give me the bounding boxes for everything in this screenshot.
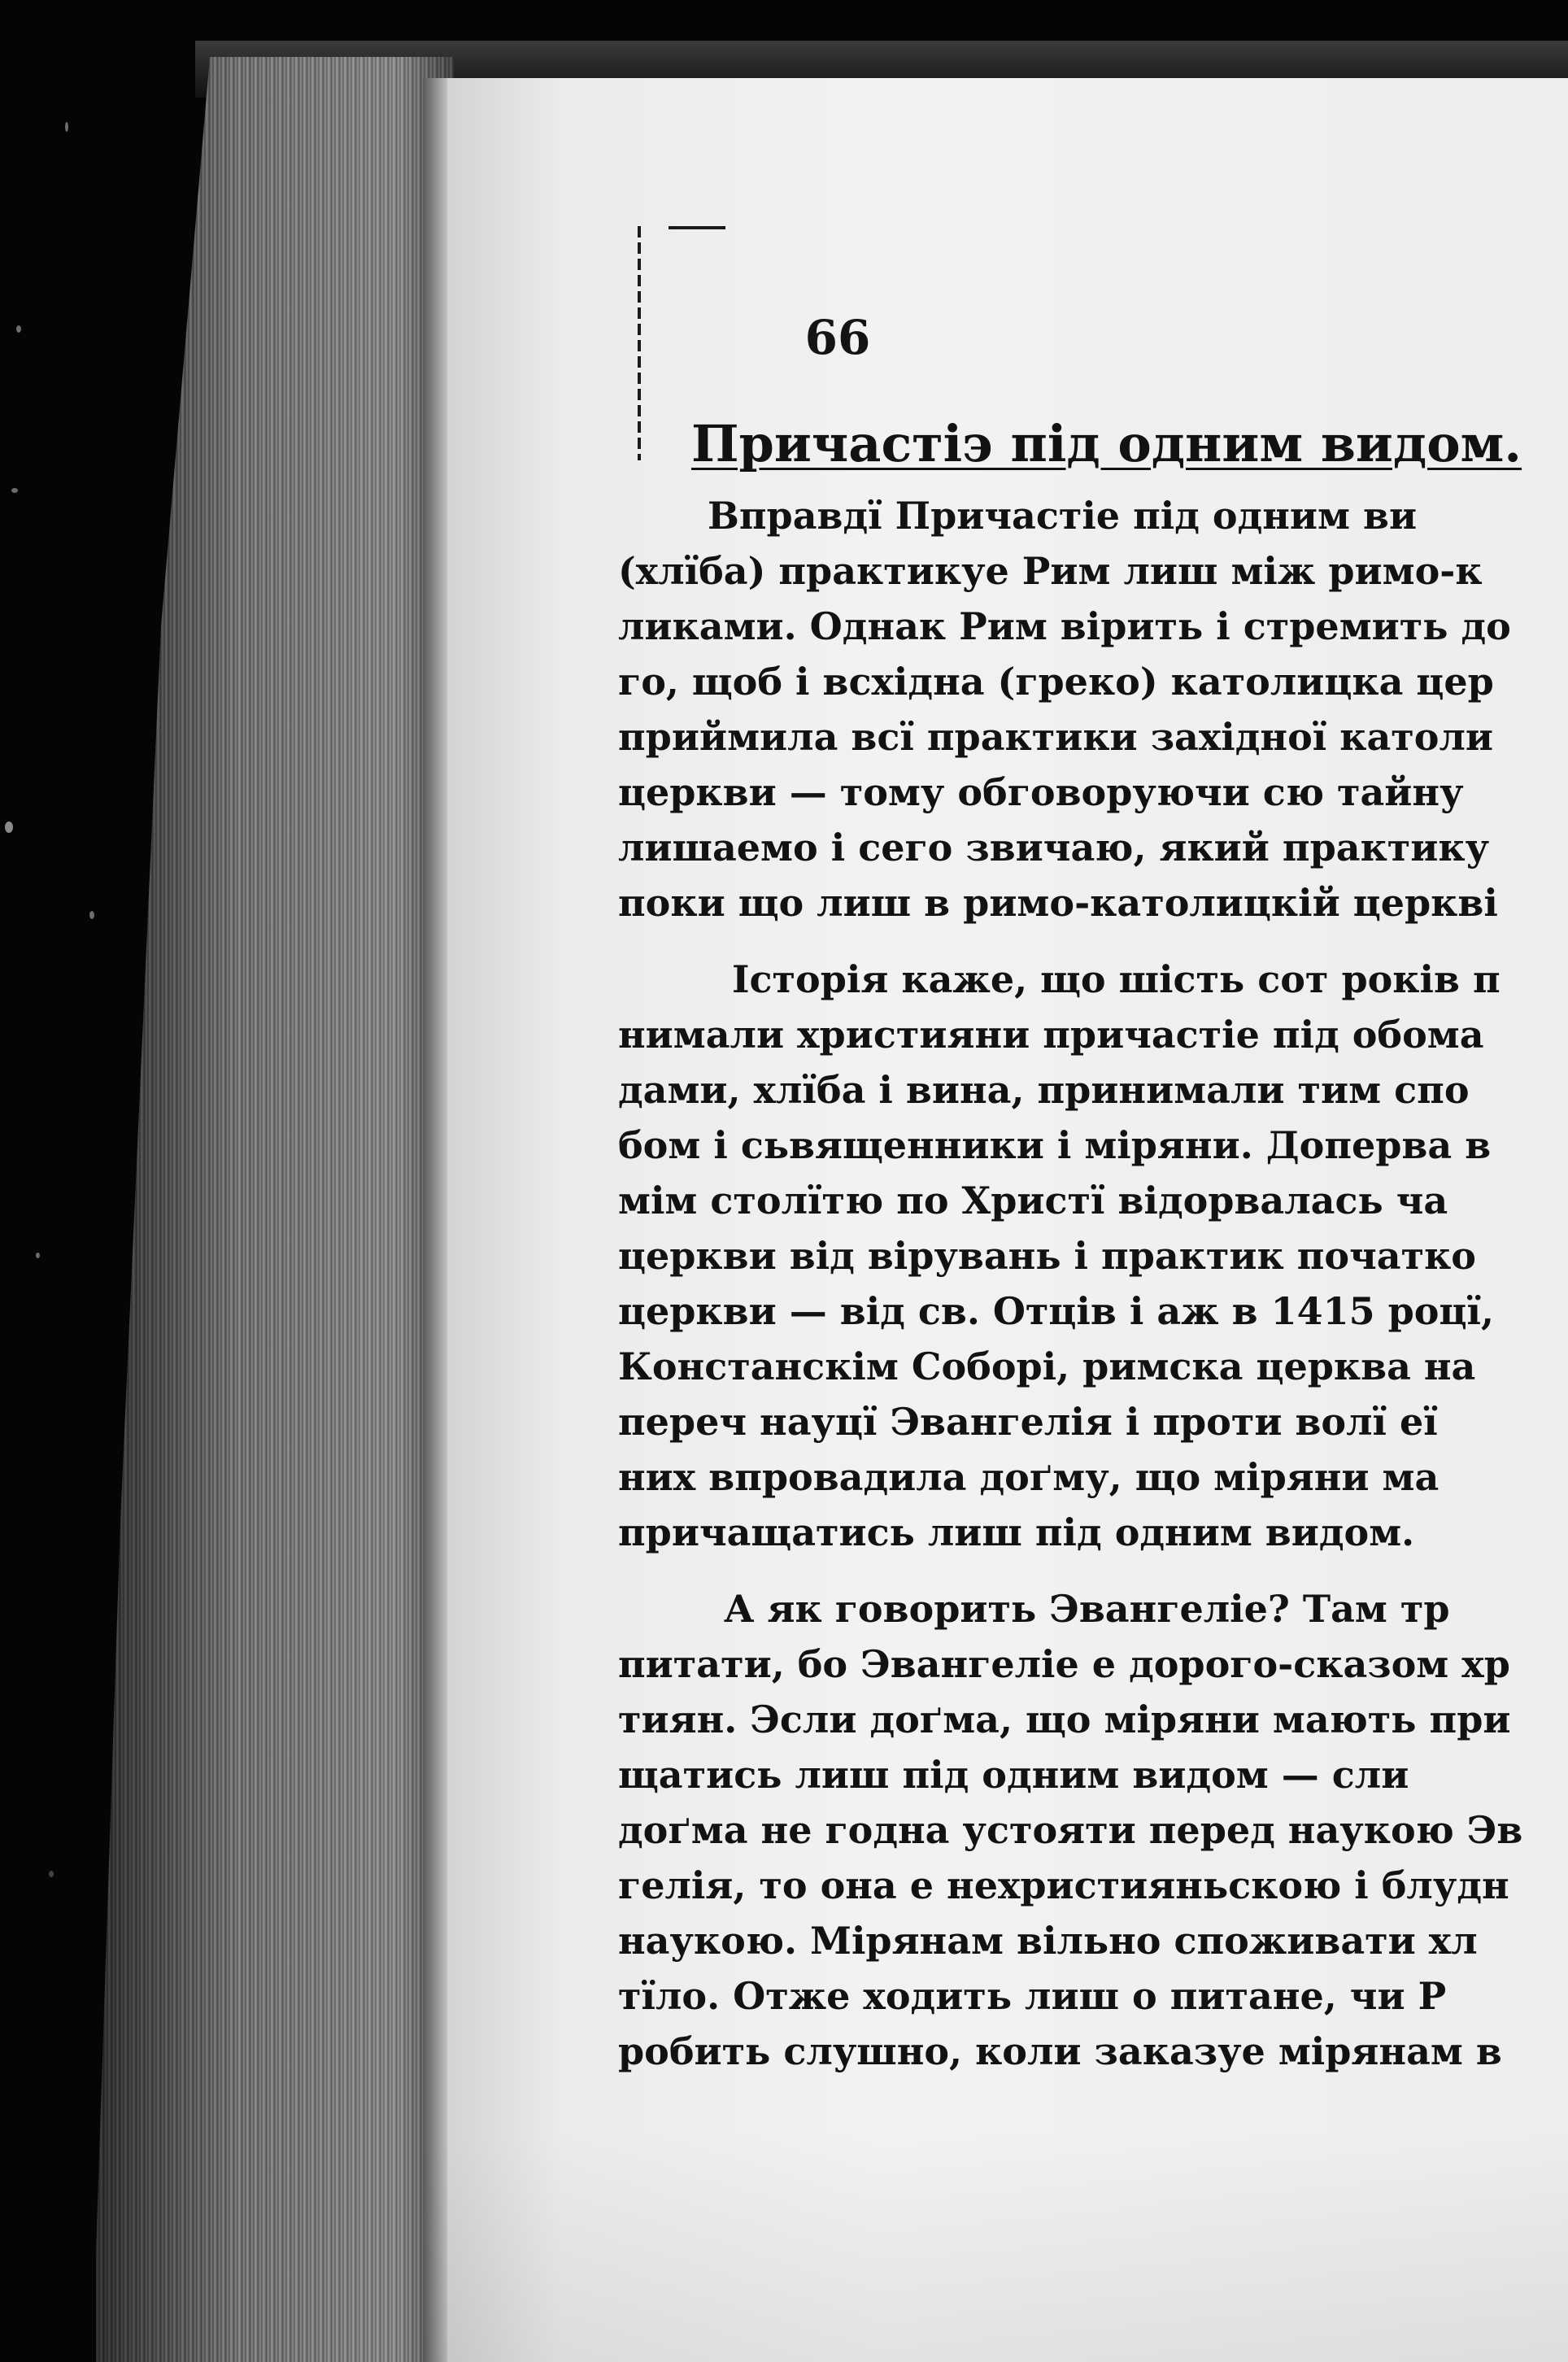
dust-speck	[65, 122, 68, 132]
paragraph	[618, 488, 1568, 930]
dust-speck	[36, 1253, 40, 1258]
text-line: тїло. Отже ходить лиш о питане, чи Р	[618, 1974, 1447, 2018]
text-line: бом і сьвященники і міряни. Доперва в	[618, 1123, 1492, 1167]
dust-speck	[89, 911, 94, 919]
dust-speck	[5, 821, 13, 833]
text-line: ликами. Однак Рим вірить і стремить до	[618, 604, 1511, 648]
dust-speck	[49, 1871, 54, 1877]
text-line: питати, бо Эвангеліе е дорого-сказом хр	[618, 1642, 1510, 1686]
text-line: лишаемо і сего звичаю, який практику	[618, 826, 1490, 869]
text-line: гелія, то она е нехристияньскою і блудн	[618, 1863, 1509, 1907]
page-number: 66	[804, 310, 871, 365]
text-line: церкви від вірувань і практик початко	[618, 1234, 1476, 1278]
text-line: Констанскім Соборі, римска церква на	[618, 1344, 1476, 1388]
page-stack-edges	[96, 57, 454, 2362]
text-line: (хлїба) практикуе Рим лиш між римо-к	[618, 549, 1483, 593]
text-line: переч науцї Эвангелія і проти волї еї	[618, 1400, 1438, 1444]
paragraph	[618, 952, 1568, 1560]
text-line: них впровадила доґму, що міряни ма	[618, 1455, 1440, 1499]
book-page	[423, 78, 1568, 2362]
text-line: щатись лиш під одним видом — сли	[618, 1753, 1409, 1797]
dust-speck	[11, 488, 18, 493]
text-line: Вправдї Причастіе під одним ви	[708, 494, 1418, 538]
text-line: А як говорить Эвангеліе? Там тр	[724, 1587, 1450, 1631]
text-line: мім столїтю по Христї відорвалась ча	[618, 1179, 1448, 1222]
text-line: го, щоб і всхідна (греко) католицка цер	[618, 660, 1494, 704]
dust-speck	[16, 325, 21, 333]
text-line: Історія каже, що шість сот років п	[732, 957, 1500, 1001]
paragraph	[618, 1581, 1568, 2079]
text-line: доґма не годна устояти перед наукою Эв	[618, 1808, 1523, 1852]
text-line: нимали християни причастіе під обома	[618, 1013, 1484, 1057]
text-line: поки що лиш в римо-католицкій церкві	[618, 881, 1498, 925]
text-line: причащатись лиш під одним видом.	[618, 1510, 1415, 1554]
text-line: церкви — від св. Отців і аж в 1415 роцї,	[618, 1289, 1494, 1333]
page-shadow	[423, 2131, 1568, 2362]
text-line: дами, хлїба і вина, принимали тим спо	[618, 1068, 1470, 1112]
text-line: приймила всї практики західної католи	[618, 715, 1494, 759]
text-line: церкви — тому обговоруючи сю тайну	[618, 770, 1464, 814]
text-line: робить слушно, коли заказуе мірянам в	[618, 2029, 1502, 2073]
section-heading: Причастіэ під одним видом.	[691, 414, 1522, 473]
text-line: наукою. Мірянам вільно споживати хл	[618, 1919, 1478, 1963]
text-line: тиян. Эсли доґма, що міряни мають при	[618, 1697, 1511, 1741]
page-text	[618, 412, 1568, 2100]
